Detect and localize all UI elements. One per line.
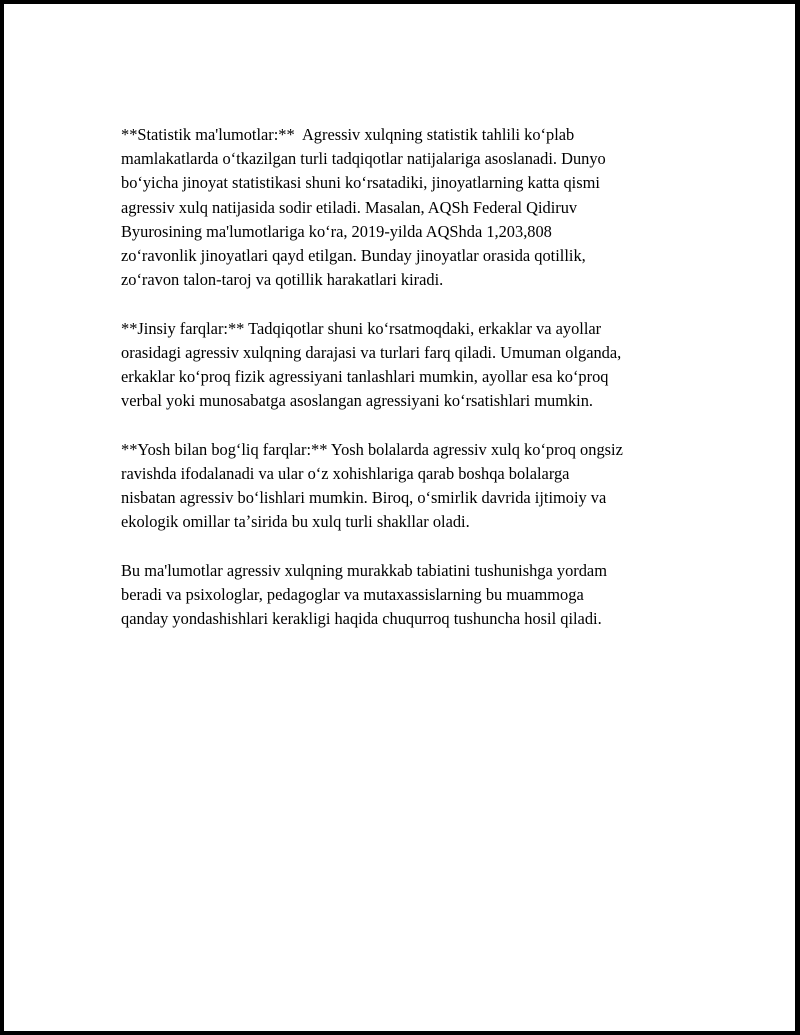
text-line: verbal yoki munosabatga asoslangan agressiyani koʻrsatishlari mumkin.: [121, 391, 594, 411]
text-line: **Yosh bilan bogʻliq farqlar:** Yosh bolalarda agressiv xulq koʻproq ongsiz: [121, 439, 623, 459]
text-line: ekologik omillar taʼsirida bu xulq turli shakllar oladi.: [121, 512, 470, 532]
text-line: mamlakatlarda oʻtkazilgan turli tadqiqotlar natijalariga asoslanadi. Dunyo: [121, 149, 606, 169]
document-body: [121, 123, 711, 655]
paragraph-conclusion: [121, 559, 711, 632]
text-line: **Statistik ma'lumotlar:** Agressiv xulqning statistik tahlili koʻplab: [121, 125, 575, 144]
text-line: Byurosining ma'lumotlariga koʻra, 2019-yilda AQShda 1,203,808: [121, 221, 552, 241]
text-line: erkaklar koʻproq fizik agressiyani tanlashlari mumkin, ayollar esa koʻproq: [121, 367, 609, 387]
text-line: orasidagi agressiv xulqning darajasi va turlari farq qiladi. Umuman olganda,: [121, 342, 622, 362]
paragraph-gender-differences: [121, 317, 711, 414]
text-line: **Jinsiy farqlar:** Tadqiqotlar shuni koʻrsatmoqdaki, erkaklar va ayollar: [121, 318, 602, 338]
text-line: qanday yondashishlari kerakligi haqida chuqurroq tushuncha hosil qiladi.: [121, 609, 602, 629]
text-line: zoʻravon talon-taroj va qotillik harakatlari kiradi.: [121, 270, 444, 290]
text-line: ravishda ifodalanadi va ular oʻz xohishlariga qarab boshqa bolalarga: [121, 463, 570, 483]
text-line: nisbatan agressiv boʻlishlari mumkin. Biroq, oʻsmirlik davrida ijtimoiy va: [121, 488, 607, 508]
paragraph-statistics: [121, 123, 711, 292]
text-line: agressiv xulq natijasida sodir etiladi. Masalan, AQSh Federal Qidiruv: [121, 197, 578, 217]
text-line: boʻyicha jinoyat statistikasi shuni koʻrsatadiki, jinoyatlarning katta qismi: [121, 173, 600, 193]
text-line: zoʻravonlik jinoyatlari qayd etilgan. Bunday jinoyatlar orasida qotillik,: [121, 246, 586, 266]
paragraph-age-differences: [121, 438, 711, 535]
text-line: beradi va psixologlar, pedagoglar va mutaxassislarning bu muammoga: [121, 584, 584, 604]
text-line: Bu ma'lumotlar agressiv xulqning murakkab tabiatini tushunishga yordam: [121, 560, 607, 580]
